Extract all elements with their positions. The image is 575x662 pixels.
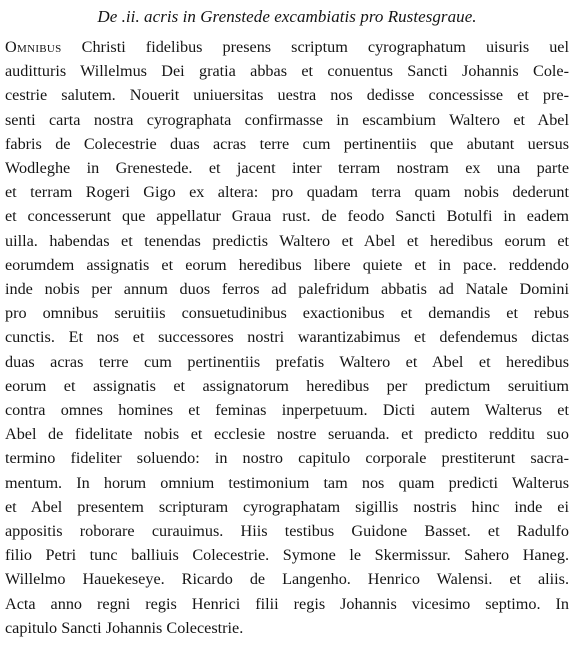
text-line-2: auditturis Willelmus Dei gratia abbas et conuentus Sancti Johannis Cole-: [5, 62, 569, 81]
text-line-23: Willelmo Hauekeseye. Ricardo de Langenho. Henrico Walensi. et aliis.: [5, 570, 569, 589]
text-line-6: Wodleghe in Grenestede. et jacent inter terram nostram ex una parte: [5, 159, 569, 178]
text-line-16: contra omnes homines et feminas inperpetuum. Dicti autem Walterus et: [5, 401, 569, 420]
text-line-18: termino fideliter soluendo: in nostro capitulo corporale prestiterunt sacra-: [5, 449, 569, 468]
text-line-4: senti carta nostra cyrographata confirmasse in escambium Waltero et Abel: [5, 110, 569, 129]
text-line-24: Acta anno regni regis Henrici filii regis Johannis vicesimo septimo. In: [5, 594, 569, 613]
text-line-19: mentum. In horum omnium testimonium tam nos quam predicti Walterus: [5, 473, 569, 492]
text-line-12: pro omnibus seruitiis consuetudinibus exactionibus et demandis et rebus: [5, 304, 569, 323]
text-line-1: [5, 35, 569, 59]
text-line-7: et terram Rogeri Gigo ex altera: pro quadam terra quam nobis dederunt: [5, 183, 569, 202]
text-line-15: eorum et assignatis et assignatorum heredibus per predictum seruitium: [5, 376, 569, 395]
text-line-5: fabris de Colecestrie duas acras terre cum pertinentiis que abutant uersus: [5, 134, 569, 153]
text-line-17: Abel de fidelitate nobis et ecclesie nostre seruanda. et predicto redditu suo: [5, 425, 569, 444]
text-line-8: et concesserunt que appellatur Graua rust. de feodo Sancti Botulfi in eadem: [5, 207, 569, 226]
text-line-20: et Abel presentem scripturam cyrographatam sigillis nostris hinc inde ei: [5, 497, 569, 516]
text-line-3: cestrie salutem. Nouerit uniuersitas uestra nos dedisse concessisse et pre-: [5, 86, 569, 105]
first-line-text: Christi fidelibus presens scriptum cyrographatum uisuris uel: [61, 38, 569, 56]
document-heading: De .ii. acris in Grenstede excambiatis pro Rustesgraue.: [97, 7, 477, 26]
text-line-11: inde nobis per annum duos ferros ad palefridum abbatis ad Natale Domini: [5, 280, 569, 299]
document-body: [5, 35, 569, 640]
text-line-22: filio Petri tunc balliuis Colecestrie. Symone le Skermissur. Sahero Haneg.: [5, 546, 569, 565]
text-line-14: duas acras terre cum pertinentiis prefatis Waltero et Abel et heredibus: [5, 352, 569, 371]
text-line-21: appositis roborare curauimus. Hiis testibus Guidone Basset. et Radulfo: [5, 522, 569, 541]
text-line-10: eorumdem assignatis et eorum heredibus libere quiete et in pace. reddendo: [5, 255, 569, 274]
text-line-25: capitulo Sancti Johannis Colecestrie.: [5, 618, 244, 637]
opening-word: Omnibus: [5, 38, 62, 56]
text-line-9: uilla. habendas et tenendas predictis Waltero et Abel et heredibus eorum et: [5, 231, 569, 250]
text-line-13: cunctis. Et nos et successores nostri warantizabimus et defendemus dictas: [5, 328, 569, 347]
